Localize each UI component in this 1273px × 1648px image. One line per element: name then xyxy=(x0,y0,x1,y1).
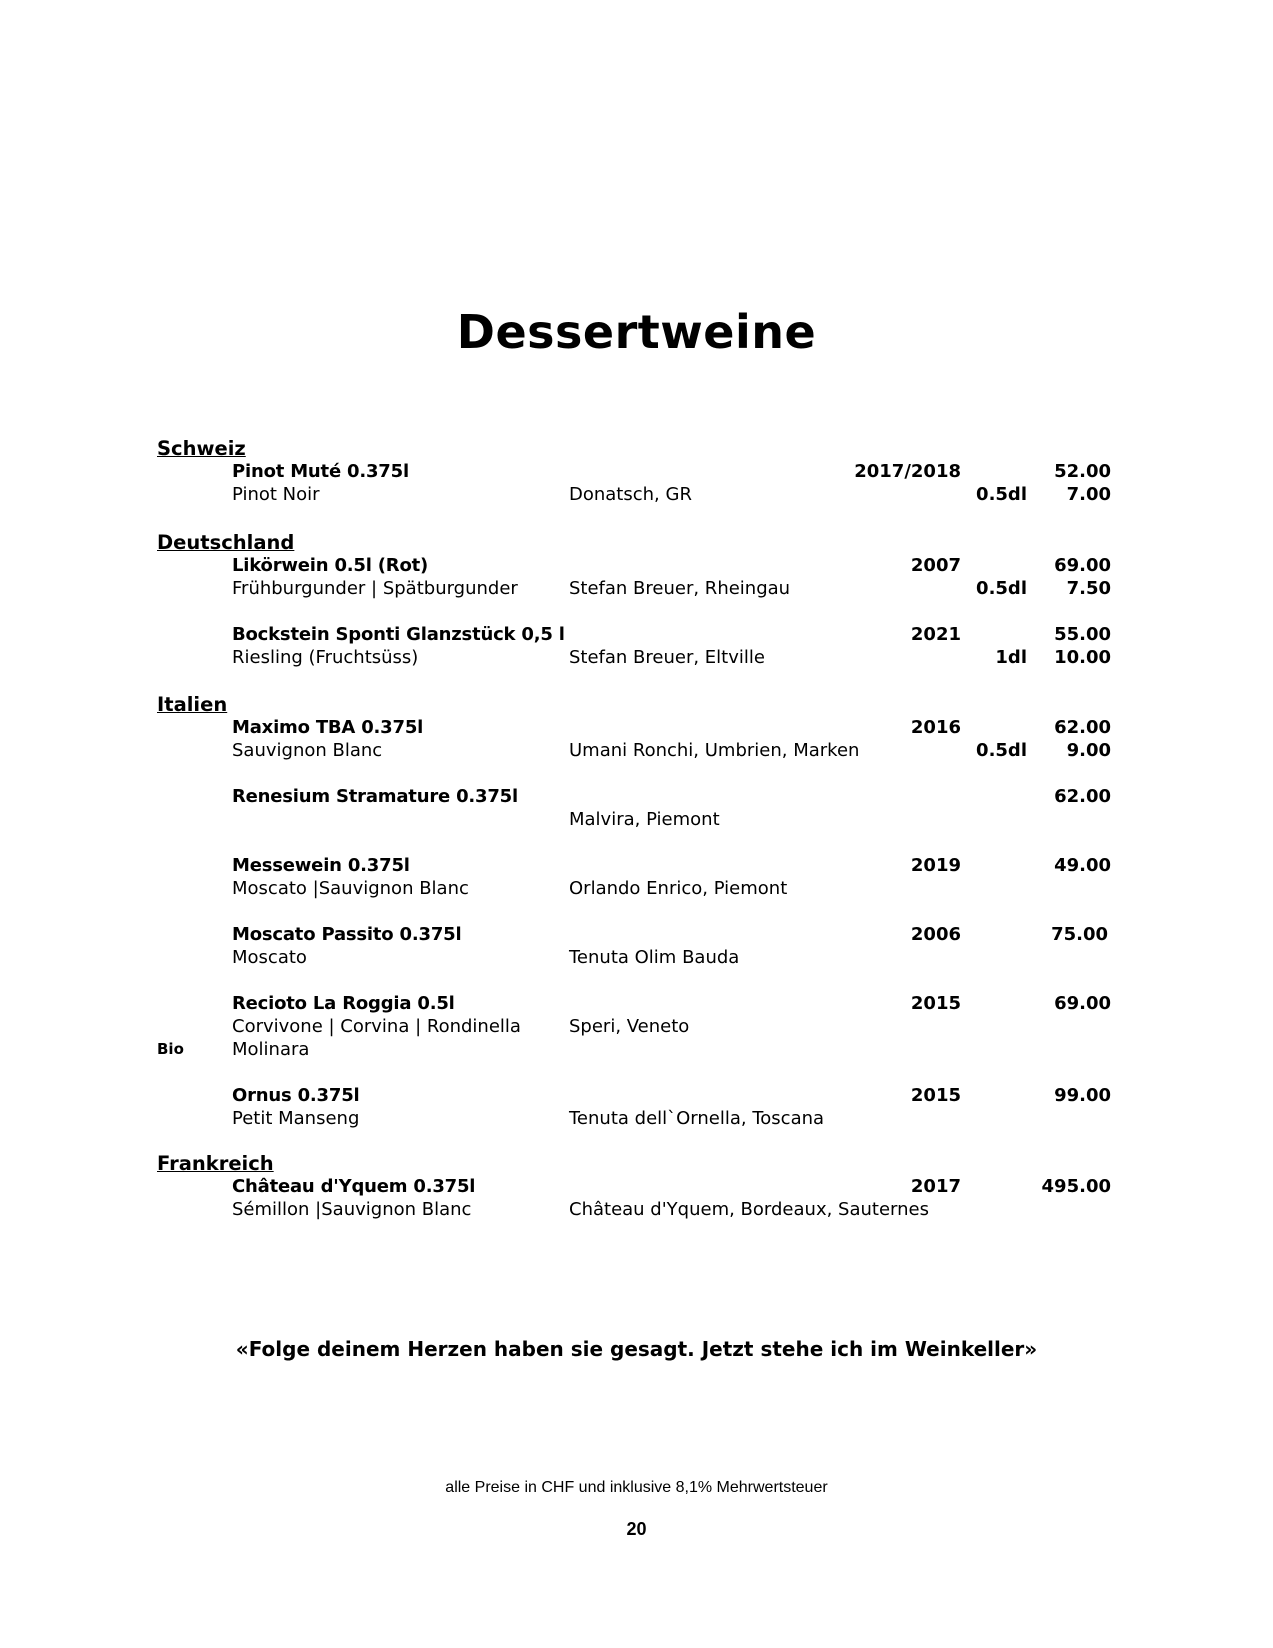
wine-producer: Orlando Enrico, Piemont xyxy=(569,878,788,899)
price-footnote: alle Preise in CHF und inklusive 8,1% Mehrwertsteuer xyxy=(445,1479,828,1496)
wine-item xyxy=(0,460,1273,506)
wine-grape: Moscato xyxy=(232,947,307,968)
wine-item xyxy=(0,992,1273,1061)
glass-size: 0.5dl xyxy=(976,740,1027,761)
bottle-price: 75.00 xyxy=(1051,924,1108,945)
wine-vintage: 2021 xyxy=(910,624,961,645)
wine-name: Château d'Yquem 0.375l xyxy=(232,1176,476,1197)
bottle-price: 52.00 xyxy=(1054,461,1111,482)
wine-grape: Sauvignon Blanc xyxy=(232,740,383,761)
bottle-price: 69.00 xyxy=(1054,993,1111,1014)
wine-name: Bockstein Sponti Glanzstück 0,5 l xyxy=(232,624,565,645)
country-heading: Italien xyxy=(157,693,228,716)
wine-item xyxy=(0,1175,1273,1221)
wine-grape: Sémillon |Sauvignon Blanc xyxy=(232,1199,472,1220)
wine-name: Maximo TBA 0.375l xyxy=(232,717,424,738)
wine-vintage: 2006 xyxy=(910,924,961,945)
country-heading: Schweiz xyxy=(157,437,246,460)
bottle-price: 69.00 xyxy=(1054,555,1111,576)
wine-vintage: 2017 xyxy=(910,1176,961,1197)
glass-price: 7.00 xyxy=(1066,484,1111,505)
wine-producer: Speri, Veneto xyxy=(569,1016,690,1037)
quote: «Folge deinem Herzen haben sie gesagt. Jetzt stehe ich im Weinkeller» xyxy=(235,1337,1038,1361)
wine-vintage: 2015 xyxy=(910,993,961,1014)
wine-producer: Umani Ronchi, Umbrien, Marken xyxy=(569,740,860,761)
wine-producer: Tenuta dell`Ornella, Toscana xyxy=(569,1108,825,1129)
wine-name: Ornus 0.375l xyxy=(232,1085,360,1106)
glass-price: 9.00 xyxy=(1066,740,1111,761)
wine-grape: Corvivone | Corvina | Rondinella xyxy=(232,1016,521,1037)
wine-name: Messewein 0.375l xyxy=(232,855,410,876)
wine-vintage: 2019 xyxy=(910,855,961,876)
wine-grape: Pinot Noir xyxy=(232,484,320,505)
glass-size: 0.5dl xyxy=(976,578,1027,599)
bottle-price: 62.00 xyxy=(1054,786,1111,807)
wine-item xyxy=(0,785,1273,831)
page-title: Dessertweine xyxy=(456,305,817,359)
wine-producer: Stefan Breuer, Eltville xyxy=(569,647,765,668)
wine-item xyxy=(0,554,1273,600)
wine-producer: Donatsch, GR xyxy=(569,484,692,505)
wine-producer: Malvira, Piemont xyxy=(569,809,720,830)
wine-vintage: 2016 xyxy=(910,717,961,738)
wine-producer: Stefan Breuer, Rheingau xyxy=(569,578,791,599)
bottle-price: 49.00 xyxy=(1054,855,1111,876)
wine-grape: Petit Manseng xyxy=(232,1108,360,1129)
bottle-price: 495.00 xyxy=(1041,1176,1111,1197)
bio-label: Bio xyxy=(157,1040,184,1058)
wine-item xyxy=(0,1084,1273,1130)
wine-item xyxy=(0,716,1273,762)
glass-price: 10.00 xyxy=(1054,647,1111,668)
wine-producer: Tenuta Olim Bauda xyxy=(569,947,740,968)
glass-price: 7.50 xyxy=(1066,578,1111,599)
wine-name: Renesium Stramature 0.375l xyxy=(232,786,518,807)
wine-name: Moscato Passito 0.375l xyxy=(232,924,462,945)
wine-grape: Frühburgunder | Spätburgunder xyxy=(232,578,518,599)
wine-item xyxy=(0,854,1273,900)
bottle-price: 55.00 xyxy=(1054,624,1111,645)
glass-size: 0.5dl xyxy=(976,484,1027,505)
page-number: 20 xyxy=(626,1519,647,1539)
bottle-price: 99.00 xyxy=(1054,1085,1111,1106)
glass-size: 1dl xyxy=(995,647,1027,668)
wine-item xyxy=(0,623,1273,669)
wine-grape: Moscato |Sauvignon Blanc xyxy=(232,878,469,899)
wine-item xyxy=(0,923,1273,969)
country-heading: Deutschland xyxy=(157,531,295,554)
wine-grape-continued: Molinara xyxy=(232,1039,310,1060)
wine-grape: Riesling (Fruchtsüss) xyxy=(232,647,419,668)
wine-vintage: 2017/2018 xyxy=(854,461,961,482)
bottle-price: 62.00 xyxy=(1054,717,1111,738)
wine-name: Pinot Muté 0.375l xyxy=(232,461,409,482)
country-heading: Frankreich xyxy=(157,1152,274,1175)
wine-vintage: 2007 xyxy=(910,555,961,576)
wine-name: Recioto La Roggia 0.5l xyxy=(232,993,455,1014)
wine-vintage: 2015 xyxy=(910,1085,961,1106)
wine-producer: Château d'Yquem, Bordeaux, Sauternes xyxy=(569,1199,929,1220)
wine-name: Likörwein 0.5l (Rot) xyxy=(232,555,429,576)
